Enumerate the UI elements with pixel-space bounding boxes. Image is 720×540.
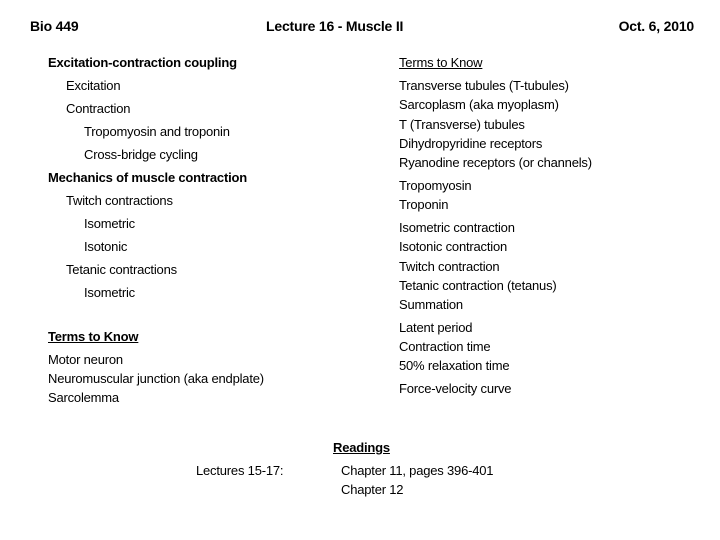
term-item: Isotonic contraction — [399, 239, 508, 254]
outline-subtopic: Twitch contractions — [66, 193, 173, 208]
outline-subsubtopic: Isotonic — [84, 239, 128, 254]
term-item: Tetanic contraction (tetanus) — [399, 278, 557, 293]
term-item: Motor neuron — [48, 352, 123, 367]
term-item: Force-velocity curve — [399, 381, 512, 396]
term-item: Neuromuscular junction (aka endplate) — [48, 371, 264, 386]
outline-subtopic: Contraction — [66, 101, 131, 116]
reading-item: Chapter 11, pages 396-401 — [341, 463, 494, 478]
outline-subtopic: Tetanic contractions — [66, 262, 177, 277]
term-item: Latent period — [399, 320, 473, 335]
outline-subsubtopic: Isometric — [84, 285, 135, 300]
outline-subsubtopic: Cross-bridge cycling — [84, 147, 198, 162]
course-label: Bio 449 — [30, 18, 79, 34]
readings-label: Lectures 15-17: — [196, 463, 284, 478]
term-item: Sarcolemma — [48, 390, 119, 405]
term-item: Twitch contraction — [399, 259, 500, 274]
readings-heading: Readings — [333, 440, 390, 455]
reading-item: Chapter 12 — [341, 482, 404, 497]
outline-topic: Mechanics of muscle contraction — [48, 170, 247, 185]
term-item: 50% relaxation time — [399, 358, 510, 373]
term-item: Sarcoplasm (aka myoplasm) — [399, 97, 559, 112]
term-item: Isometric contraction — [399, 220, 515, 235]
term-item: Transverse tubules (T-tubules) — [399, 78, 569, 93]
term-item: Contraction time — [399, 339, 491, 354]
term-item: T (Transverse) tubules — [399, 117, 525, 132]
terms-heading: Terms to Know — [399, 55, 483, 70]
terms-heading: Terms to Know — [48, 329, 139, 344]
lecture-title: Lecture 16 - Muscle II — [266, 18, 404, 34]
outline-topic: Excitation-contraction coupling — [48, 55, 237, 70]
lecture-date: Oct. 6, 2010 — [618, 18, 694, 34]
term-item: Ryanodine receptors (or channels) — [399, 155, 592, 170]
outline-subtopic: Excitation — [66, 78, 121, 93]
outline-subsubtopic: Isometric — [84, 216, 135, 231]
term-item: Troponin — [399, 197, 449, 212]
term-item: Summation — [399, 297, 463, 312]
term-item: Dihydropyridine receptors — [399, 136, 543, 151]
outline-subsubtopic: Tropomyosin and troponin — [84, 124, 230, 139]
term-item: Tropomyosin — [399, 178, 472, 193]
